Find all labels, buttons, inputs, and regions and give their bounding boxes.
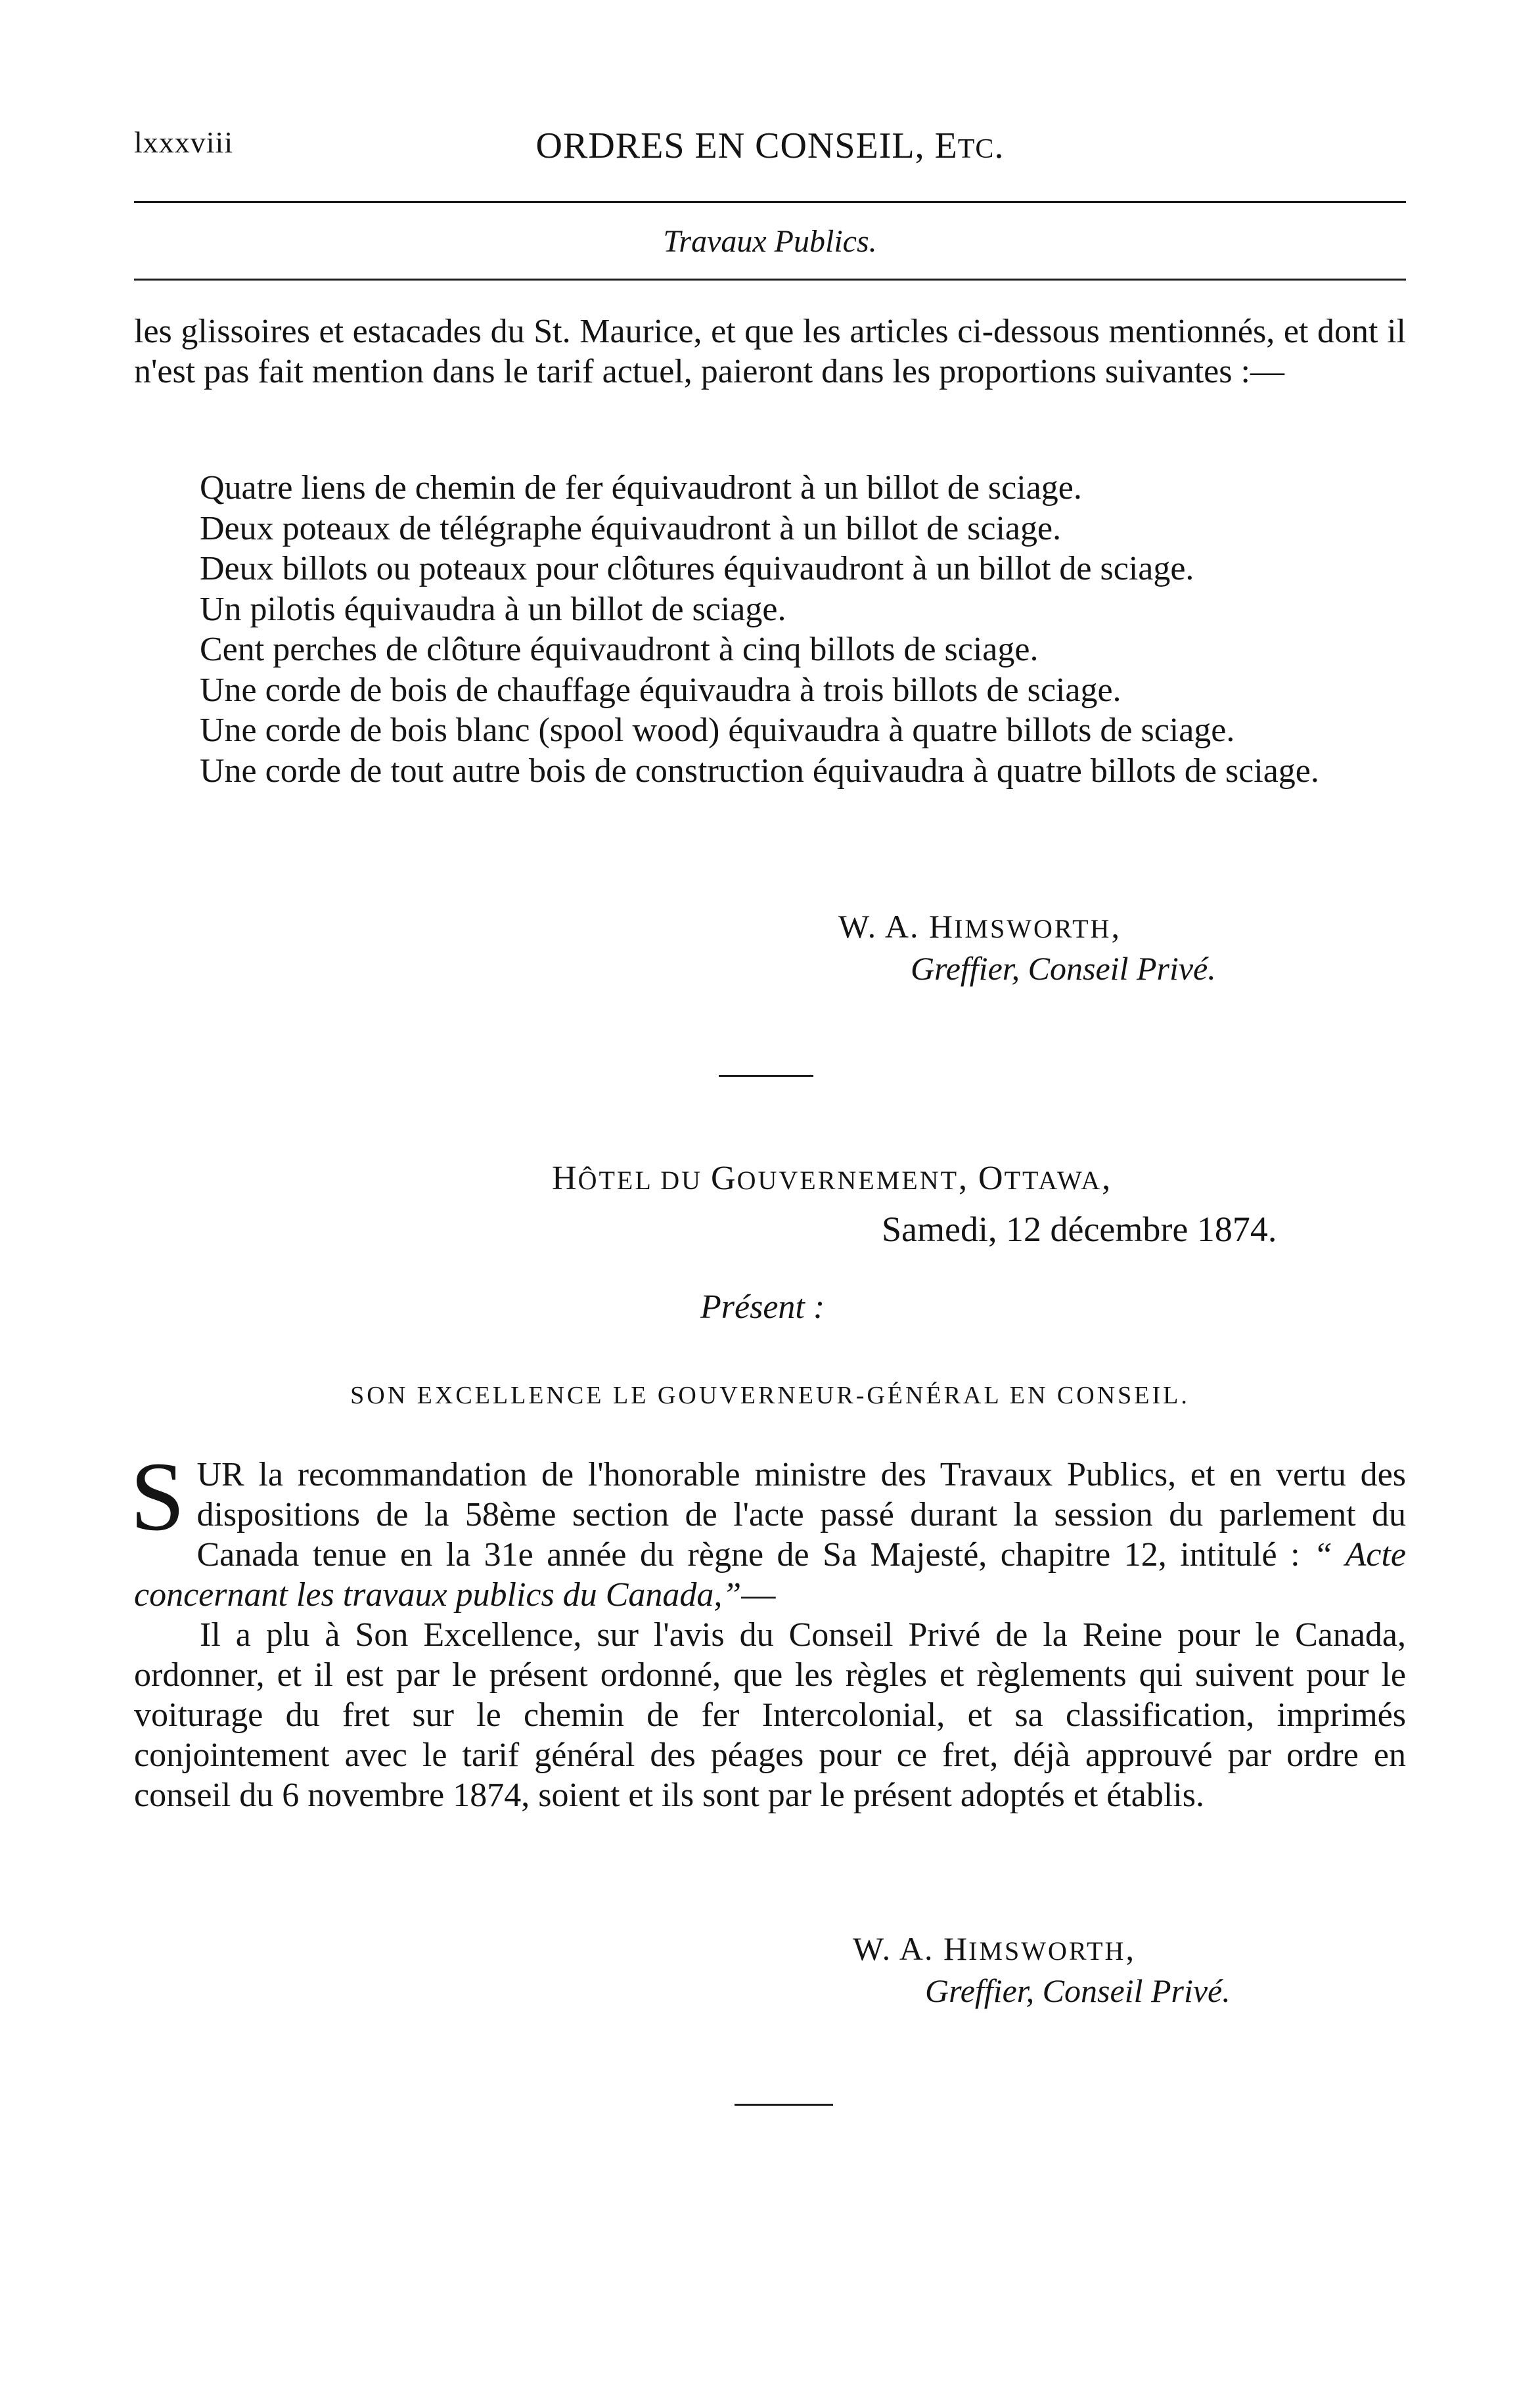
- meeting-place: [552, 1159, 1112, 1198]
- signatory-surname: IMSWORTH: [968, 1936, 1126, 1966]
- order-preamble: [130, 1442, 1406, 1615]
- place-part: G: [711, 1160, 737, 1197]
- preamble-text: UR la recommandation de l'honorable ministre des Travaux Publics, et en vertu des dispositions de la 58ème section de l'acte passé durant la session du parlement du Canada tenue en la 31e année du règne de Sa Majesté, chapitre 12, intitulé :: [196, 1456, 1406, 1574]
- tariff-item: Un pilotis équivaudra à un billot de sciage.: [200, 590, 786, 628]
- place-part: OUVERNEMENT: [736, 1166, 959, 1195]
- signatory-name-end: ,: [1111, 908, 1121, 945]
- drop-cap: S: [130, 1442, 185, 1551]
- tariff-item: Cent perches de clôture équivaudront à cinq billots de sciage.: [200, 631, 1039, 668]
- separator-rule: [719, 1075, 813, 1077]
- meeting-date: Samedi, 12 décembre 1874.: [882, 1210, 1277, 1249]
- tariff-item: Une corde de bois blanc (spool wood) équivaudra à quatre billots de sciage.: [200, 712, 1235, 749]
- continuation-paragraph: [134, 311, 1406, 392]
- order-decree: Il a plu à Son Excellence, sur l'avis du Conseil Privé de la Reine pour le Canada, ordonner, et il est par le présent ordonné, que les règles et règlements qui suivent pour le voiturage du fret sur le chemin de fer Intercolonial, et sa classification, imprimés conjointement avec le tarif général des péages pour ce fret, déjà approuvé par ordre en conseil du 6 novembre 1874, soient et ils sont par le présent adoptés et établis.: [134, 1616, 1406, 1814]
- tariff-list: [134, 468, 1406, 791]
- place-part: H: [552, 1160, 578, 1197]
- running-title-end: .: [994, 125, 1005, 166]
- signature-block-2: [853, 1929, 1231, 2010]
- header-rule-top: [134, 201, 1406, 203]
- continuation-text: les glissoires et estacades du St. Maurice, et que les articles ci-dessous mentionnés, et dont il n'est pas fait mention dans le tarif actuel, paieront dans les proportions suivantes :—: [134, 313, 1406, 390]
- act-title: “ Acte concernant les travaux publics du Canada,”: [134, 1536, 1406, 1614]
- separator-rule-bottom: [735, 2104, 833, 2106]
- tariff-item: Deux poteaux de télégraphe équivaudront à un billot de sciage.: [200, 509, 1062, 547]
- present-label: Présent :: [700, 1288, 825, 1326]
- signatory-name: [838, 907, 1216, 949]
- council-heading: SON EXCELLENCE LE GOUVERNEUR-GÉNÉRAL EN CONSEIL.: [350, 1382, 1190, 1409]
- running-title-smallcaps: TC: [957, 134, 995, 164]
- place-part: ,: [1102, 1160, 1112, 1197]
- tariff-item: Une corde de tout autre bois de construction équivaudra à quatre billots de sciage.: [200, 752, 1319, 790]
- signature-block-1: [838, 907, 1216, 988]
- signatory-initials: W. A. H: [838, 908, 955, 945]
- signatory-surname: IMSWORTH: [954, 914, 1112, 943]
- preamble-end: —: [741, 1576, 776, 1614]
- tariff-item: Deux billots ou poteaux pour clôtures équivaudront à un billot de sciage.: [200, 550, 1194, 587]
- signatory-office: Greffier, Conseil Privé.: [925, 1972, 1231, 2009]
- running-title: [134, 125, 1406, 167]
- section-title: Travaux Publics.: [663, 224, 877, 259]
- running-title-main: ORDRES EN CONSEIL, E: [535, 125, 958, 166]
- place-part: ,: [959, 1160, 979, 1197]
- place-part: ÔTEL DU: [578, 1166, 712, 1195]
- signatory-name-end: ,: [1125, 1930, 1135, 1967]
- order-body: [130, 1442, 1406, 1815]
- place-part: O: [978, 1160, 1005, 1197]
- signatory-name: [853, 1929, 1231, 1971]
- signatory-office: Greffier, Conseil Privé.: [911, 950, 1216, 987]
- page-number: lxxxviii: [134, 125, 234, 159]
- place-part: TTAWA: [1004, 1166, 1102, 1195]
- tariff-item: Une corde de bois de chauffage équivaudra à trois billots de sciage.: [200, 671, 1121, 709]
- tariff-item: Quatre liens de chemin de fer équivaudront à un billot de sciage.: [200, 469, 1082, 507]
- header-rule-bottom: [134, 279, 1406, 281]
- signatory-initials: W. A. H: [853, 1930, 969, 1967]
- page-header: [134, 125, 1406, 171]
